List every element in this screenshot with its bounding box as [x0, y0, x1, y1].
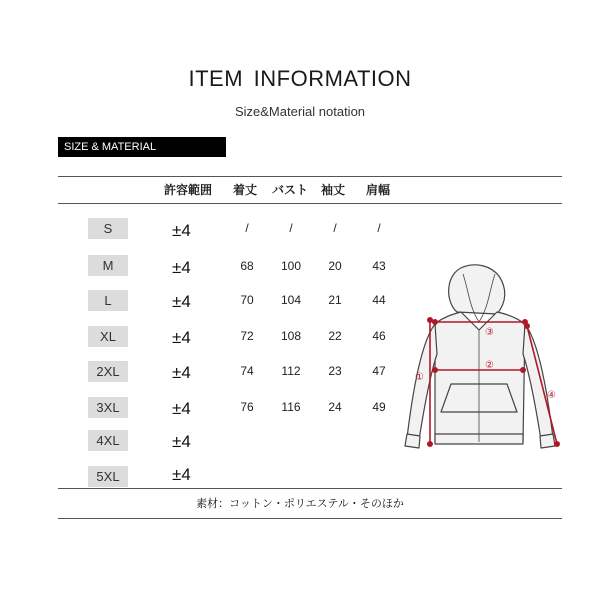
marker-length: ①: [415, 372, 424, 383]
tolerance-value: ±4: [172, 432, 191, 451]
shoulder-value: /: [377, 221, 381, 235]
tolerance-value: ±4: [172, 399, 191, 418]
right-sleeve-shape: [523, 324, 553, 440]
table-top-rule: [58, 176, 562, 177]
bust-value: 104: [280, 293, 302, 307]
sleeve-value: 21: [328, 293, 342, 307]
hood-shape: [449, 265, 505, 314]
measure-point: [433, 320, 437, 324]
length-value: 72: [240, 329, 254, 343]
bust-value: 112: [281, 364, 301, 378]
tolerance-value: ±4: [172, 221, 191, 240]
shoulder-value: 47: [372, 364, 386, 378]
sleeve-value: 23: [328, 364, 342, 378]
shoulder-value: 46: [372, 329, 386, 343]
left-cuff-shape: [405, 434, 420, 448]
length-value: 74: [240, 364, 254, 378]
length-value: 76: [240, 400, 254, 414]
tolerance-value: ±4: [172, 292, 191, 311]
size-label: S: [88, 218, 128, 239]
tolerance-value: ±4: [172, 363, 191, 382]
sleeve-value: 22: [328, 329, 342, 343]
size-label: 5XL: [88, 466, 128, 487]
sleeve-value: /: [333, 221, 337, 235]
size-label: 3XL: [88, 397, 128, 418]
col-header-length: 着丈: [233, 183, 258, 197]
measure-point: [525, 324, 529, 328]
measure-point: [433, 368, 437, 372]
tolerance-value: ±4: [172, 328, 191, 347]
length-value: 68: [240, 259, 254, 273]
bust-value: 108: [280, 329, 302, 343]
col-header-shoulder: 肩幅: [366, 183, 391, 197]
shoulder-value: 49: [372, 400, 386, 414]
size-label: 2XL: [88, 361, 128, 382]
length-value: /: [245, 221, 249, 235]
bust-value: 116: [281, 400, 301, 414]
footer-bottom-rule: [58, 518, 562, 519]
measure-point: [555, 442, 559, 446]
col-header-tolerance: 許容範囲: [164, 183, 213, 197]
sleeve-value: 24: [328, 400, 342, 414]
table-header-rule: [58, 203, 562, 204]
tolerance-value: ±4: [172, 465, 191, 484]
page-subtitle: Size&Material notation: [234, 104, 366, 119]
tolerance-value: ±4: [172, 258, 191, 277]
measure-point: [428, 318, 432, 322]
page-title: ITEM INFORMATION: [188, 66, 412, 91]
sleeve-value: 20: [328, 259, 342, 273]
size-label: 4XL: [88, 430, 128, 451]
measure-point: [428, 442, 432, 446]
shoulder-value: 43: [372, 259, 386, 273]
size-label: L: [88, 290, 128, 311]
col-header-bust: バスト: [272, 183, 309, 197]
marker-bust: ②: [485, 360, 494, 371]
body-shape: [435, 312, 525, 442]
measure-point: [521, 368, 525, 372]
right-cuff-shape: [540, 434, 555, 448]
footer-top-rule: [58, 488, 562, 489]
size-label: XL: [88, 326, 128, 347]
bust-value: 100: [280, 259, 302, 273]
hoodie-diagram: [385, 262, 575, 462]
material-note: 素材：コットン・ポリエステル・そのほか: [196, 497, 404, 510]
section-label: SIZE & MATERIAL: [58, 137, 226, 157]
bust-value: /: [289, 221, 293, 235]
size-label: M: [88, 255, 128, 276]
marker-sleeve: ④: [547, 390, 556, 401]
length-value: 70: [240, 293, 254, 307]
marker-shoulder: ③: [485, 327, 494, 338]
shoulder-value: 44: [372, 293, 386, 307]
col-header-sleeve: 袖丈: [321, 183, 346, 197]
